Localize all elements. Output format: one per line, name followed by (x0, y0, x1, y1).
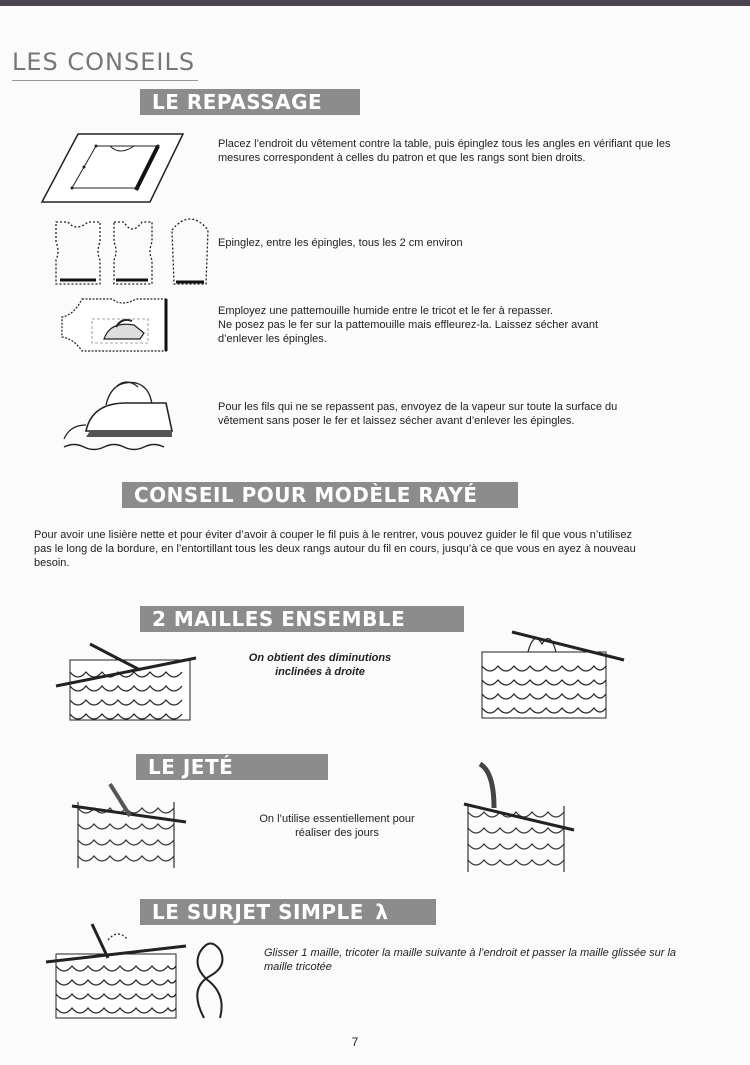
steam-iron-illustration (56, 375, 186, 455)
section-heading-2-mailles: 2 MAILLES ENSEMBLE (140, 606, 464, 632)
repassage-step-1: Placez l’endroit du vêtement contre la table, puis épinglez tous les angles en vérifiant que les mesures correspondent à celles du patron et que les rangs sont bien droits. (218, 138, 671, 164)
pinned-pieces-illustration (48, 216, 213, 288)
stitch-loop-illustration (190, 940, 228, 1020)
page-number: 7 (351, 1035, 359, 1049)
section-heading-jete: LE JETÉ (136, 754, 328, 780)
pressing-cloth-iron-illustration (60, 293, 175, 359)
section-heading-repassage: LE REPASSAGE (140, 89, 360, 115)
title-underline (12, 80, 198, 81)
surjet-symbol: λ (375, 900, 389, 924)
surjet-caption: Glisser 1 maille, tricoter la maille suivante à l’endroit et passer la maille glissée sur la maille tricotée (264, 947, 677, 973)
knit-two-together-left-illustration (54, 640, 199, 725)
yarn-over-right-illustration (462, 760, 577, 882)
yarn-over-left-illustration (70, 782, 190, 874)
page-title: LES CONSEILS (12, 48, 196, 76)
repassage-step-2: Epinglez, entre les épingles, tous les 2 cm environ (218, 237, 463, 249)
repassage-step-3: Employez une pattemouille humide entre le tricot et le fer à repasser. (218, 305, 554, 317)
pinned-garment-board-illustration (40, 132, 185, 204)
2-mailles-caption: On obtient des diminutions inclinées à droite (248, 652, 392, 678)
raye-advice-text: Pour avoir une lisière nette et pour éviter d’avoir à couper le fil puis à le rentrer, vous pouvez guider le fil que vous n’utilisez pas le long de la bordure, en l’entortillant tous les deux rangs autour du fil en cours, jusqu’à ce que vous en ayez à nouveau besoin. (34, 529, 636, 569)
top-edge-bar (0, 0, 750, 6)
repassage-step-3-continued: Ne posez pas le fer sur la pattemouille mais effleurez-la. Laissez sécher avant d’enlever les épingles. (218, 319, 599, 345)
slip-stitch-knitting-illustration (44, 918, 189, 1022)
surjet-heading-label: LE SURJET SIMPLE (152, 900, 364, 924)
section-heading-raye: CONSEIL POUR MODÈLE RAYÉ (122, 482, 518, 508)
knit-two-together-right-illustration (468, 622, 628, 722)
jete-caption: On l’utilise essentiellement pour réaliser des jours (259, 813, 415, 839)
repassage-step-4: Pour les fils qui ne se repassent pas, envoyez de la vapeur sur toute la surface du vêtement sans poser le fer et laissez sécher avant d’enlever les épingles. (218, 401, 618, 427)
